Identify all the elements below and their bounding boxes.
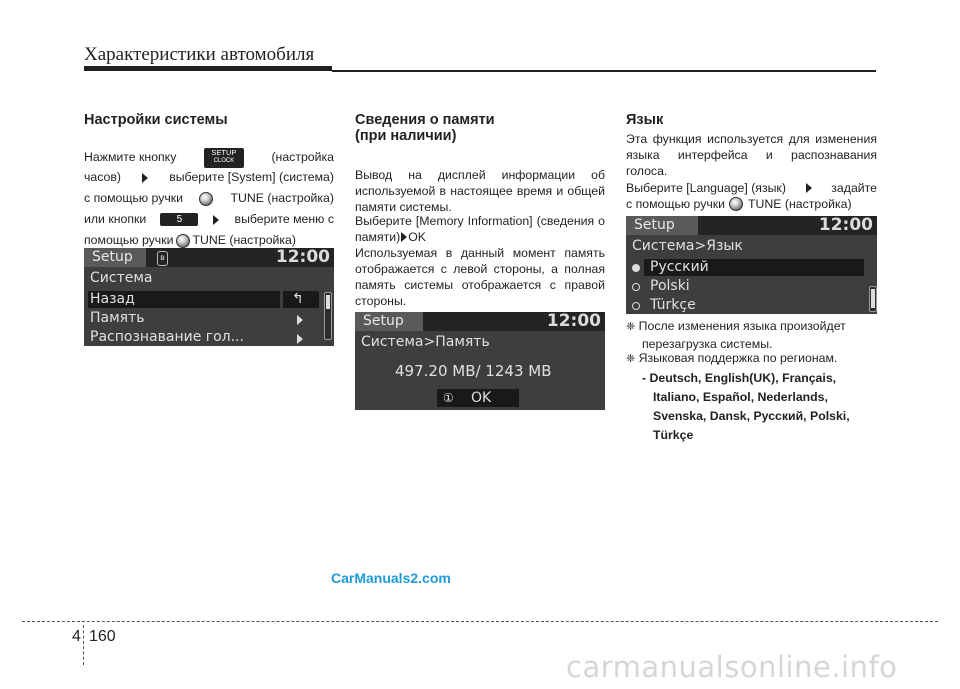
note-reboot-line2: перезагрузка системы. — [642, 337, 773, 351]
page-number: 160 — [89, 628, 116, 645]
radio-icon — [632, 283, 640, 291]
chevron-right-icon — [297, 334, 303, 344]
scrollbar-thumb — [871, 289, 875, 308]
section-heading-memory-l2: (при наличии) — [355, 128, 457, 144]
tune-knob-icon — [199, 192, 213, 206]
bluetooth-icon: ʙ — [157, 251, 168, 266]
language-knob-text: с помощью ручки — [626, 197, 726, 211]
arrow-icon — [213, 215, 219, 225]
setup-clock-key-icon — [204, 148, 244, 168]
section-heading-memory-l1: Сведения о памяти — [355, 112, 495, 128]
ok-label: OK — [471, 390, 492, 406]
screen-setup-label: Setup — [355, 312, 423, 331]
scrollbar-thumb — [326, 295, 330, 309]
footer-vertical-divider — [83, 625, 84, 665]
screen-scrollbar — [324, 292, 332, 340]
text-select-menu: выберите меню с — [234, 212, 334, 226]
page-header-title: Характеристики автомобиля — [84, 44, 315, 65]
arrow-icon — [401, 232, 407, 242]
screen-language — [626, 216, 877, 314]
language-list-line: Svenska, Dansk, Русский, Polski, — [653, 409, 850, 423]
language-description: Эта функция используется для изменения языка интерфейса и распознавания голоса. — [626, 132, 877, 178]
header-rule-thick — [84, 66, 332, 71]
watermark-link[interactable]: CarManuals2.com — [331, 570, 451, 586]
memory-usage-value: 497.20 MB/ 1243 MB — [395, 362, 552, 380]
clock-key-label: CLOCK — [213, 157, 235, 164]
language-list-line: Türkçe — [653, 428, 694, 442]
section-heading-language: Язык — [626, 112, 664, 128]
language-select-text: Выберите [Language] (язык) — [626, 181, 786, 195]
menu-item-memory: Память — [90, 310, 145, 326]
language-list — [642, 369, 882, 445]
memory-select-text: Выберите [Memory Information] (сведения о памяти) — [355, 214, 605, 244]
text-select-system: выберите [System] (система) — [169, 170, 334, 184]
text-clock-setting: (настройка — [271, 150, 334, 164]
language-option-turkce: Türkçe — [650, 297, 696, 313]
tune-knob-icon — [176, 234, 190, 248]
note-reboot-line1: После изменения языка произойдет — [638, 319, 846, 333]
memory-select-step — [355, 213, 605, 245]
screen-scrollbar — [869, 286, 877, 312]
screen-system-menu — [84, 248, 334, 346]
memory-ok-text: OK — [408, 230, 426, 244]
language-option-russian: Русский — [650, 259, 709, 275]
language-select-step — [626, 180, 877, 212]
chapter-number: 4 — [72, 628, 81, 645]
return-icon: ↰ — [292, 291, 304, 307]
text-or-buttons: или кнопки — [84, 212, 147, 226]
screen-memory-info — [355, 312, 605, 410]
chevron-right-icon — [297, 315, 303, 325]
language-option-polski: Polski — [650, 278, 690, 294]
screen-setup-label: Setup — [626, 216, 698, 235]
radio-selected-icon — [632, 264, 640, 272]
arrow-icon — [142, 173, 148, 183]
ok-number-icon: ① — [443, 391, 454, 405]
note-regional — [626, 350, 881, 368]
screen-clock: 12:00 — [818, 216, 873, 235]
note-mark-icon: ❈ — [626, 321, 636, 333]
screen-setup-label: Setup — [84, 248, 146, 267]
screen-title: Система>Память — [361, 334, 490, 350]
tune-knob-icon — [729, 197, 743, 211]
memory-description: Вывод на дисплей информации об используемой в настоящее время и общей памяти системы. — [355, 168, 605, 214]
text-clock: часов) — [84, 170, 121, 184]
text-tune: TUNE (настройка) — [230, 191, 334, 205]
text-tune-2: TUNE (настройка) — [192, 233, 296, 247]
section-heading-system-settings: Настройки системы — [84, 112, 228, 128]
note-reboot — [626, 318, 881, 353]
language-list-line: Deutsch, English(UK), Français, — [649, 371, 837, 385]
note-regional-text: Языковая поддержка по регионам. — [638, 351, 838, 365]
screen-clock: 12:00 — [546, 312, 601, 331]
screen-title: Система — [90, 270, 153, 286]
language-list-line: Italiano, Español, Nederlands, — [653, 390, 828, 404]
footer-dashed-rule — [22, 621, 938, 622]
language-set-text: задайте — [831, 181, 877, 195]
setup-key-label: SETUP — [211, 147, 237, 157]
text-with-knob: с помощью ручки — [84, 191, 184, 205]
preset-5-key-icon: 5 — [160, 213, 198, 226]
radio-icon — [632, 302, 640, 310]
header-rule-thin — [332, 70, 876, 72]
text-with-knob-2: помощью ручки — [84, 233, 174, 247]
note-mark-icon: ❈ — [626, 353, 636, 365]
language-tune-text: TUNE (настройка) — [748, 197, 852, 211]
screen-clock: 12:00 — [275, 248, 330, 267]
menu-item-voice: Распознавание гол... — [90, 329, 244, 345]
menu-item-back: Назад — [90, 291, 135, 307]
language-list-dash: - — [642, 371, 647, 385]
memory-explanation: Используемая в данный момент память отображается с левой стороны, а полная память системы отображается с правой стороны. — [355, 246, 605, 308]
system-settings-instructions — [84, 148, 334, 251]
arrow-icon — [806, 183, 812, 193]
screen-title: Система>Язык — [632, 238, 743, 254]
text-press-button: Нажмите кнопку — [84, 150, 177, 164]
footer-site-watermark[interactable]: carmanualsonline.info — [566, 650, 898, 684]
